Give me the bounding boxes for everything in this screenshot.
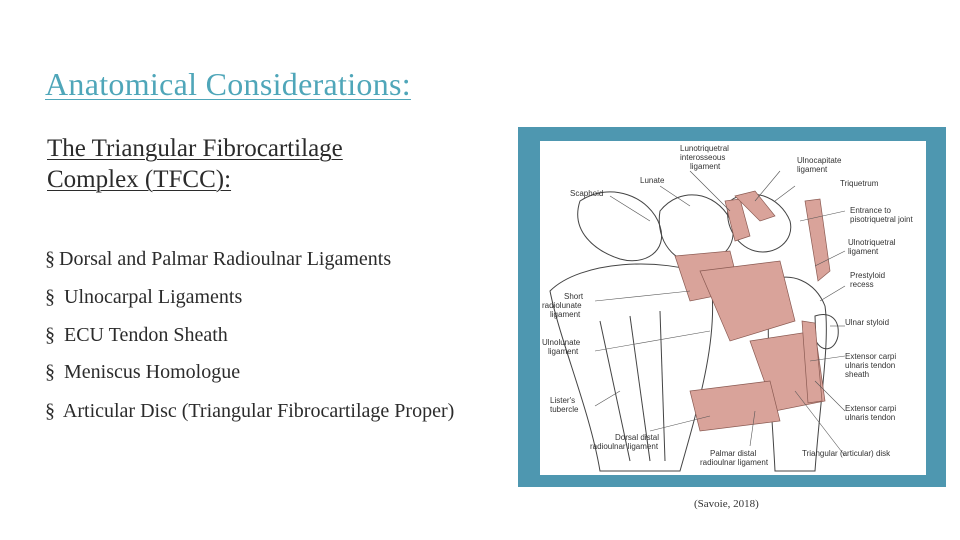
label-ulnar-styloid: Ulnar styloid — [845, 318, 890, 327]
figure-caption: (Savoie, 2018) — [694, 498, 759, 510]
list-item-text: ECU Tendon Sheath — [64, 324, 228, 346]
bone-outlines — [550, 192, 838, 471]
label-lunotriquetral-2: interosseous — [680, 153, 726, 162]
bullet-marker: § — [45, 361, 55, 383]
label-prestyloid-1: Prestyloid — [850, 271, 886, 280]
label-ecu-sheath-3: sheath — [845, 370, 870, 379]
label-short-radiolunate-3: ligament — [550, 310, 581, 319]
ligament-shapes — [675, 191, 830, 431]
ulnotriquetral-ligament — [805, 199, 830, 281]
list-item — [45, 286, 242, 309]
bullet-marker: § — [45, 286, 55, 308]
figure-canvas — [540, 141, 926, 475]
label-short-radiolunate-1: Short — [564, 292, 584, 301]
label-ecu-tendon-2: ulnaris tendon — [845, 413, 896, 422]
label-dorsal-distal-1: Dorsal distal — [615, 433, 660, 442]
label-entrance-1: Entrance to — [850, 206, 891, 215]
label-ecu-tendon-1: Extensor carpi — [845, 404, 897, 413]
label-ulnotriquetral-2: ligament — [848, 247, 879, 256]
tfcc-illustration — [540, 141, 926, 475]
label-prestyloid-2: recess — [850, 280, 874, 289]
label-lunotriquetral-1: Lunotriquetral — [680, 144, 729, 153]
slide-title: Anatomical Considerations: — [45, 66, 411, 102]
label-lunotriquetral-3: ligament — [690, 162, 721, 171]
label-palmar-distal-2: radioulnar ligament — [700, 458, 769, 467]
label-entrance-2: pisotriquetral joint — [850, 215, 913, 224]
list-item — [45, 248, 391, 271]
label-scaphoid: Scaphoid — [570, 189, 604, 198]
bullet-marker: § — [45, 324, 55, 346]
list-item-text: Meniscus Homologue — [64, 361, 241, 383]
list-item — [45, 361, 240, 384]
label-palmar-distal-1: Palmar distal — [710, 449, 757, 458]
bullet-marker: § — [45, 248, 55, 270]
label-lunate: Lunate — [640, 176, 665, 185]
label-ulnocapitate-2: ligament — [797, 165, 828, 174]
label-dorsal-distal-2: radioulnar ligament — [590, 442, 659, 451]
subtitle-line-1: The Triangular Fibrocartilage — [47, 135, 343, 162]
bullet-marker: § — [45, 400, 55, 422]
tfcc-anatomy-figure — [518, 127, 946, 487]
label-ecu-sheath-1: Extensor carpi — [845, 352, 897, 361]
label-ecu-sheath-2: ulnaris tendon — [845, 361, 896, 370]
label-listers-1: Lister's — [550, 396, 576, 405]
list-item-text: Ulnocarpal Ligaments — [64, 286, 243, 308]
list-item-text: Dorsal and Palmar Radioulnar Ligaments — [59, 248, 392, 270]
list-item — [45, 324, 228, 347]
label-triquetrum: Triquetrum — [840, 179, 879, 188]
ulnolunate-ligament — [700, 261, 795, 341]
subtitle-line-2: Complex (TFCC): — [47, 166, 232, 193]
label-ulnocapitate-1: Ulnocapitate — [797, 156, 842, 165]
label-ulnolunate-2: ligament — [548, 347, 579, 356]
list-item — [45, 400, 485, 423]
label-triangular-disk: Triangular (articular) disk — [802, 449, 891, 458]
label-short-radiolunate-2: radiolunate — [542, 301, 582, 310]
section-subtitle — [47, 133, 467, 195]
label-ulnolunate-1: Ulnolunate — [542, 338, 581, 347]
dorsal-radioulnar-ligament — [690, 381, 780, 431]
list-item-text: Articular Disc (Triangular Fibrocartilage Proper) — [62, 400, 455, 422]
label-ulnotriquetral-1: Ulnotriquetral — [848, 238, 896, 247]
label-listers-2: tubercle — [550, 405, 579, 414]
